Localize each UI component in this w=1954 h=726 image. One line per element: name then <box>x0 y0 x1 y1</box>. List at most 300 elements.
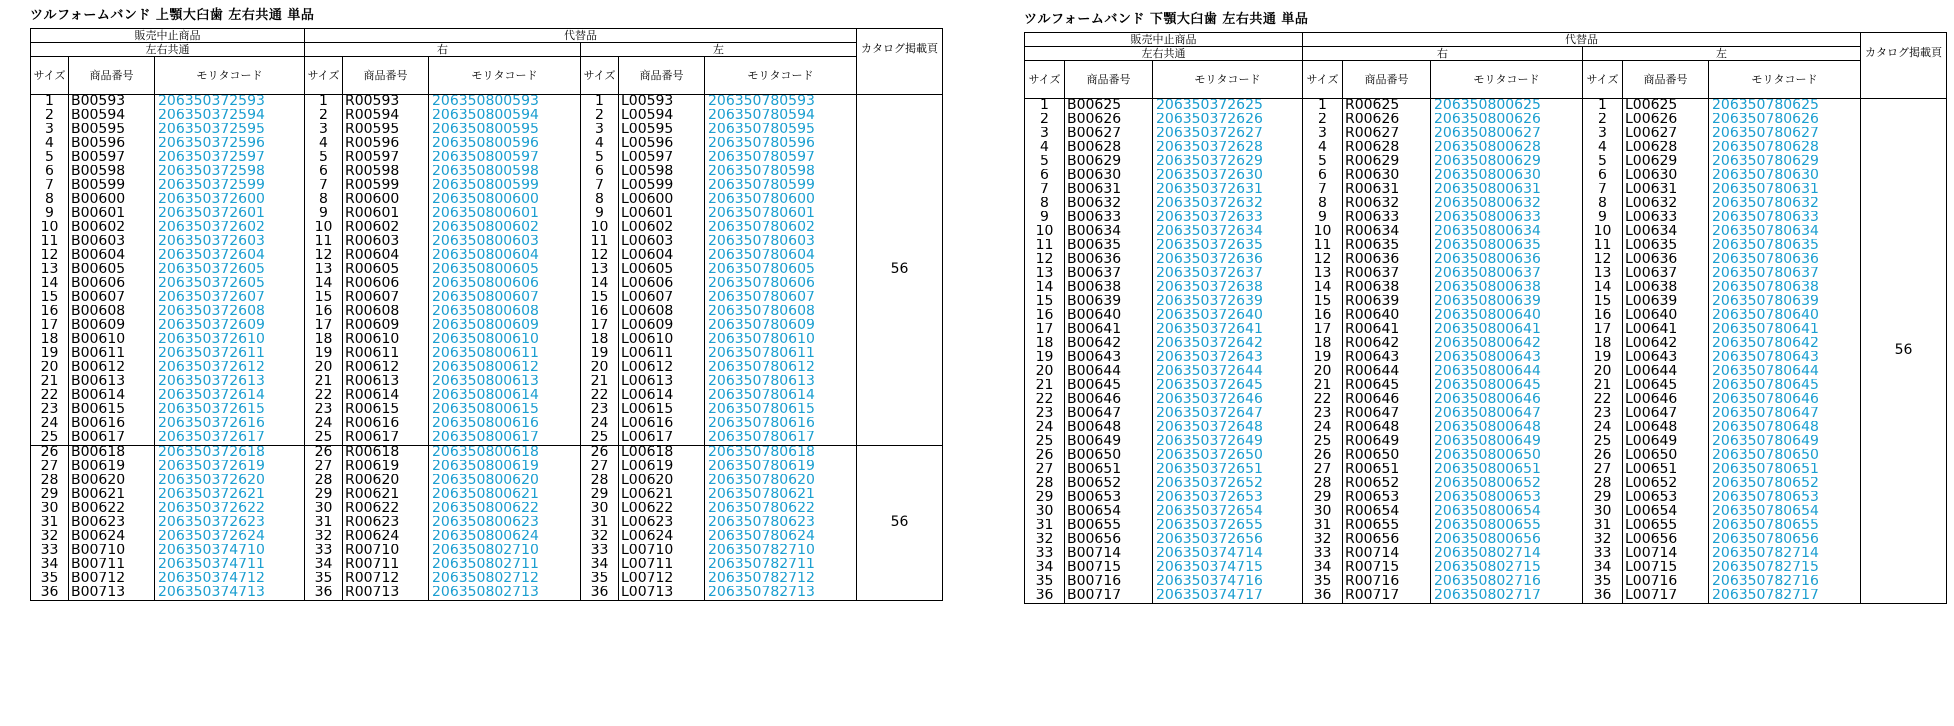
product-no-cell: L00597 <box>619 151 705 165</box>
table-row <box>1025 211 1947 225</box>
morita-code-cell: 206350802711 <box>429 558 581 572</box>
size-cell: 9 <box>1583 211 1623 225</box>
morita-code-cell: 206350800650 <box>1431 449 1583 463</box>
product-no-cell: L00630 <box>1623 169 1709 183</box>
size-cell: 35 <box>1583 575 1623 589</box>
table-row <box>31 445 943 459</box>
product-no-cell: R00627 <box>1343 127 1431 141</box>
morita-code-column-header: モリタコード <box>705 57 857 95</box>
product-no-cell: B00632 <box>1065 197 1153 211</box>
table-row <box>31 431 943 445</box>
product-no-cell: B00593 <box>69 95 155 109</box>
size-cell: 25 <box>581 431 619 445</box>
product-no-cell: L00655 <box>1623 519 1709 533</box>
product-no-cell: L00625 <box>1623 99 1709 113</box>
product-no-cell: B00616 <box>69 417 155 431</box>
morita-code-cell: 206350800602 <box>429 221 581 235</box>
product-no-cell: R00643 <box>1343 351 1431 365</box>
product-no-cell: L00610 <box>619 333 705 347</box>
product-no-cell: L00639 <box>1623 295 1709 309</box>
table-row <box>31 474 943 488</box>
morita-code-cell: 206350800618 <box>429 445 581 459</box>
table-row <box>31 221 943 235</box>
size-cell: 1 <box>581 95 619 109</box>
size-cell: 36 <box>1583 589 1623 603</box>
morita-code-cell: 206350780611 <box>705 347 857 361</box>
table-row <box>1025 561 1947 575</box>
size-cell: 6 <box>1303 169 1343 183</box>
common-header: 左右共通 <box>1025 47 1303 61</box>
size-cell: 3 <box>305 123 343 137</box>
product-no-cell: R00595 <box>343 123 429 137</box>
table-row <box>1025 379 1947 393</box>
size-cell: 18 <box>1025 337 1065 351</box>
product-no-cell: L00617 <box>619 431 705 445</box>
product-no-cell: R00600 <box>343 193 429 207</box>
product-no-cell: L00713 <box>619 586 705 600</box>
product-no-cell: R00713 <box>343 586 429 600</box>
product-no-column-header: 商品番号 <box>343 57 429 95</box>
size-cell: 34 <box>305 558 343 572</box>
size-cell: 31 <box>581 516 619 530</box>
morita-code-cell: 206350800619 <box>429 460 581 474</box>
right-header: 右 <box>305 43 581 57</box>
table-row <box>1025 393 1947 407</box>
product-no-cell: B00604 <box>69 249 155 263</box>
product-no-cell: B00602 <box>69 221 155 235</box>
table-row <box>1025 99 1947 113</box>
morita-code-cell: 206350372626 <box>1153 113 1303 127</box>
size-cell: 36 <box>305 586 343 600</box>
product-no-cell: B00608 <box>69 305 155 319</box>
morita-code-cell: 206350780655 <box>1709 519 1861 533</box>
product-no-cell: R00598 <box>343 165 429 179</box>
size-cell: 25 <box>1583 435 1623 449</box>
table-row <box>31 375 943 389</box>
product-no-cell: L00620 <box>619 474 705 488</box>
size-cell: 25 <box>1025 435 1065 449</box>
size-cell: 8 <box>1583 197 1623 211</box>
product-no-cell: L00595 <box>619 123 705 137</box>
table-row <box>1025 141 1947 155</box>
table-row <box>1025 323 1947 337</box>
size-cell: 1 <box>1025 99 1065 113</box>
morita-code-cell: 206350780597 <box>705 151 857 165</box>
morita-code-cell: 206350372601 <box>155 207 305 221</box>
size-cell: 29 <box>1583 491 1623 505</box>
morita-code-cell: 206350802714 <box>1431 547 1583 561</box>
product-no-cell: B00624 <box>69 530 155 544</box>
size-cell: 20 <box>1583 365 1623 379</box>
size-cell: 18 <box>305 333 343 347</box>
morita-code-cell: 206350800594 <box>429 109 581 123</box>
catalog-page-cell: 56 <box>1861 99 1947 604</box>
size-cell: 3 <box>31 123 69 137</box>
size-cell: 21 <box>1025 379 1065 393</box>
table-row <box>1025 519 1947 533</box>
product-no-cell: L00606 <box>619 277 705 291</box>
morita-code-cell: 206350372622 <box>155 502 305 516</box>
size-column-header: サイズ <box>581 57 619 95</box>
product-no-cell: B00601 <box>69 207 155 221</box>
size-cell: 17 <box>1025 323 1065 337</box>
product-no-cell: L00646 <box>1623 393 1709 407</box>
product-no-cell: R00625 <box>1343 99 1431 113</box>
morita-code-cell: 206350372631 <box>1153 183 1303 197</box>
morita-code-cell: 206350372595 <box>155 123 305 137</box>
morita-code-cell: 206350800644 <box>1431 365 1583 379</box>
morita-code-cell: 206350800599 <box>429 179 581 193</box>
morita-code-cell: 206350372652 <box>1153 477 1303 491</box>
morita-code-cell: 206350780650 <box>1709 449 1861 463</box>
product-no-cell: R00609 <box>343 319 429 333</box>
morita-code-cell: 206350800612 <box>429 361 581 375</box>
catalog-page-cell: 56 <box>857 445 943 600</box>
product-no-cell: R00647 <box>1343 407 1431 421</box>
catalog-page-header: カタログ掲載頁 <box>1861 33 1947 99</box>
product-no-column-header: 商品番号 <box>1065 61 1153 99</box>
product-no-cell: R00636 <box>1343 253 1431 267</box>
product-no-cell: L00717 <box>1623 589 1709 603</box>
morita-code-cell: 206350800641 <box>1431 323 1583 337</box>
morita-code-cell: 206350800628 <box>1431 141 1583 155</box>
product-no-cell: R00630 <box>1343 169 1431 183</box>
morita-code-cell: 206350780604 <box>705 249 857 263</box>
table-body <box>31 95 943 601</box>
size-cell: 14 <box>31 277 69 291</box>
product-no-cell: R00652 <box>1343 477 1431 491</box>
table-row <box>1025 365 1947 379</box>
product-no-cell: L00712 <box>619 572 705 586</box>
product-no-cell: B00628 <box>1065 141 1153 155</box>
size-cell: 20 <box>1025 365 1065 379</box>
morita-code-cell: 206350800630 <box>1431 169 1583 183</box>
size-cell: 23 <box>31 403 69 417</box>
morita-code-cell: 206350372598 <box>155 165 305 179</box>
size-cell: 34 <box>1303 561 1343 575</box>
table-row <box>31 179 943 193</box>
size-cell: 1 <box>1303 99 1343 113</box>
product-no-cell: B00622 <box>69 502 155 516</box>
table-row <box>1025 351 1947 365</box>
morita-code-cell: 206350800610 <box>429 333 581 347</box>
size-cell: 29 <box>305 488 343 502</box>
size-cell: 15 <box>31 291 69 305</box>
product-no-cell: L00648 <box>1623 421 1709 435</box>
product-no-cell: R00629 <box>1343 155 1431 169</box>
product-no-cell: B00607 <box>69 291 155 305</box>
size-cell: 4 <box>305 137 343 151</box>
size-cell: 3 <box>1583 127 1623 141</box>
product-no-cell: R00619 <box>343 460 429 474</box>
product-no-cell: B00634 <box>1065 225 1153 239</box>
product-no-cell: B00716 <box>1065 575 1153 589</box>
product-no-cell: R00606 <box>343 277 429 291</box>
product-no-cell: R00648 <box>1343 421 1431 435</box>
morita-code-cell: 206350802715 <box>1431 561 1583 575</box>
table-row <box>1025 197 1947 211</box>
product-no-cell: L00593 <box>619 95 705 109</box>
size-cell: 24 <box>31 417 69 431</box>
morita-code-cell: 206350800611 <box>429 347 581 361</box>
morita-code-cell: 206350780612 <box>705 361 857 375</box>
size-cell: 32 <box>581 530 619 544</box>
morita-code-cell: 206350372649 <box>1153 435 1303 449</box>
morita-code-column-header: モリタコード <box>155 57 305 95</box>
morita-code-cell: 206350780636 <box>1709 253 1861 267</box>
morita-code-cell: 206350372599 <box>155 179 305 193</box>
morita-code-cell: 206350780624 <box>705 530 857 544</box>
size-cell: 20 <box>1303 365 1343 379</box>
product-no-cell: R00615 <box>343 403 429 417</box>
product-no-cell: B00637 <box>1065 267 1153 281</box>
morita-code-cell: 206350372655 <box>1153 519 1303 533</box>
table-row <box>31 488 943 502</box>
size-cell: 35 <box>1303 575 1343 589</box>
size-cell: 19 <box>581 347 619 361</box>
size-cell: 4 <box>1303 141 1343 155</box>
product-no-cell: B00639 <box>1065 295 1153 309</box>
table-row <box>1025 533 1947 547</box>
morita-code-cell: 206350800651 <box>1431 463 1583 477</box>
product-no-cell: R00604 <box>343 249 429 263</box>
product-no-cell: L00631 <box>1623 183 1709 197</box>
size-cell: 34 <box>31 558 69 572</box>
morita-code-cell: 206350800648 <box>1431 421 1583 435</box>
morita-code-cell: 206350780615 <box>705 403 857 417</box>
product-no-cell: B00644 <box>1065 365 1153 379</box>
size-cell: 27 <box>1583 463 1623 477</box>
product-no-cell: B00610 <box>69 333 155 347</box>
size-cell: 35 <box>1025 575 1065 589</box>
morita-code-cell: 206350372635 <box>1153 239 1303 253</box>
morita-code-cell: 206350780610 <box>705 333 857 347</box>
table-row <box>31 586 943 600</box>
morita-code-cell: 206350780625 <box>1709 99 1861 113</box>
table-row <box>31 305 943 319</box>
morita-code-cell: 206350780601 <box>705 207 857 221</box>
product-no-cell: B00645 <box>1065 379 1153 393</box>
size-cell: 2 <box>1303 113 1343 127</box>
size-cell: 22 <box>305 389 343 403</box>
size-cell: 4 <box>1025 141 1065 155</box>
morita-code-cell: 206350800633 <box>1431 211 1583 225</box>
size-cell: 11 <box>581 235 619 249</box>
product-no-cell: R00607 <box>343 291 429 305</box>
morita-code-cell: 206350800606 <box>429 277 581 291</box>
morita-code-cell: 206350782710 <box>705 544 857 558</box>
product-no-cell: B00647 <box>1065 407 1153 421</box>
morita-code-cell: 206350374714 <box>1153 547 1303 561</box>
product-no-cell: B00652 <box>1065 477 1153 491</box>
product-no-cell: R00613 <box>343 375 429 389</box>
size-cell: 28 <box>305 474 343 488</box>
size-cell: 24 <box>1583 421 1623 435</box>
morita-code-cell: 206350800639 <box>1431 295 1583 309</box>
morita-code-cell: 206350782713 <box>705 586 857 600</box>
size-cell: 28 <box>31 474 69 488</box>
size-cell: 35 <box>581 572 619 586</box>
morita-code-cell: 206350780626 <box>1709 113 1861 127</box>
morita-code-cell: 206350800605 <box>429 263 581 277</box>
morita-code-cell: 206350800609 <box>429 319 581 333</box>
size-cell: 24 <box>305 417 343 431</box>
product-no-cell: R00649 <box>1343 435 1431 449</box>
product-no-cell: B00710 <box>69 544 155 558</box>
morita-code-cell: 206350780638 <box>1709 281 1861 295</box>
product-no-cell: B00625 <box>1065 99 1153 113</box>
table-row <box>1025 477 1947 491</box>
size-cell: 15 <box>1583 295 1623 309</box>
size-cell: 2 <box>305 109 343 123</box>
morita-code-cell: 206350780632 <box>1709 197 1861 211</box>
size-cell: 9 <box>1025 211 1065 225</box>
product-no-cell: R00618 <box>343 445 429 459</box>
product-no-cell: R00605 <box>343 263 429 277</box>
product-no-cell: B00643 <box>1065 351 1153 365</box>
morita-code-cell: 206350372637 <box>1153 267 1303 281</box>
product-no-cell: L00626 <box>1623 113 1709 127</box>
morita-code-cell: 206350780654 <box>1709 505 1861 519</box>
size-cell: 2 <box>581 109 619 123</box>
morita-code-cell: 206350800601 <box>429 207 581 221</box>
product-no-cell: R00621 <box>343 488 429 502</box>
size-cell: 11 <box>31 235 69 249</box>
product-no-cell: R00640 <box>1343 309 1431 323</box>
size-cell: 30 <box>1303 505 1343 519</box>
product-no-cell: B00648 <box>1065 421 1153 435</box>
table-row <box>31 460 943 474</box>
morita-code-cell: 206350800645 <box>1431 379 1583 393</box>
table-row <box>1025 127 1947 141</box>
product-no-cell: R00614 <box>343 389 429 403</box>
product-no-cell: R00593 <box>343 95 429 109</box>
size-cell: 11 <box>1303 239 1343 253</box>
product-no-cell: L00632 <box>1623 197 1709 211</box>
morita-code-cell: 206350800634 <box>1431 225 1583 239</box>
size-cell: 31 <box>1025 519 1065 533</box>
morita-code-cell: 206350372604 <box>155 249 305 263</box>
size-cell: 33 <box>581 544 619 558</box>
product-no-cell: B00650 <box>1065 449 1153 463</box>
size-cell: 34 <box>581 558 619 572</box>
size-cell: 15 <box>581 291 619 305</box>
product-no-cell: B00640 <box>1065 309 1153 323</box>
size-column-header: サイズ <box>1303 61 1343 99</box>
table-row <box>31 403 943 417</box>
morita-code-cell: 206350800635 <box>1431 239 1583 253</box>
morita-code-cell: 206350780593 <box>705 95 857 109</box>
size-cell: 16 <box>1583 309 1623 323</box>
size-cell: 29 <box>31 488 69 502</box>
table-row <box>1025 309 1947 323</box>
size-cell: 3 <box>581 123 619 137</box>
product-no-cell: L00642 <box>1623 337 1709 351</box>
product-no-cell: B00613 <box>69 375 155 389</box>
morita-code-cell: 206350800600 <box>429 193 581 207</box>
morita-code-cell: 206350372597 <box>155 151 305 165</box>
morita-code-cell: 206350780639 <box>1709 295 1861 309</box>
table-row <box>1025 295 1947 309</box>
morita-code-cell: 206350800608 <box>429 305 581 319</box>
table-row <box>1025 421 1947 435</box>
size-cell: 5 <box>305 151 343 165</box>
size-cell: 36 <box>1303 589 1343 603</box>
size-cell: 9 <box>31 207 69 221</box>
catalog-page-header: カタログ掲載頁 <box>857 29 943 95</box>
morita-code-cell: 206350800620 <box>429 474 581 488</box>
size-cell: 33 <box>1303 547 1343 561</box>
morita-code-cell: 206350372616 <box>155 417 305 431</box>
morita-code-cell: 206350372619 <box>155 460 305 474</box>
morita-code-cell: 206350372613 <box>155 375 305 389</box>
morita-code-cell: 206350780651 <box>1709 463 1861 477</box>
product-no-cell: B00651 <box>1065 463 1153 477</box>
morita-code-cell: 206350800614 <box>429 389 581 403</box>
morita-code-cell: 206350800604 <box>429 249 581 263</box>
table-title: ツルフォームバンド 上顎大臼歯 左右共通 単品 <box>30 8 315 23</box>
size-cell: 14 <box>581 277 619 291</box>
morita-code-cell: 206350372605 <box>155 263 305 277</box>
product-no-cell: L00716 <box>1623 575 1709 589</box>
size-cell: 23 <box>581 403 619 417</box>
size-cell: 17 <box>1583 323 1623 337</box>
product-no-cell: B00713 <box>69 586 155 600</box>
size-cell: 5 <box>581 151 619 165</box>
morita-code-cell: 206350800596 <box>429 137 581 151</box>
table-row <box>1025 225 1947 239</box>
size-cell: 23 <box>305 403 343 417</box>
product-no-cell: L00623 <box>619 516 705 530</box>
morita-code-cell: 206350372647 <box>1153 407 1303 421</box>
size-cell: 14 <box>305 277 343 291</box>
table-row <box>1025 449 1947 463</box>
morita-code-cell: 206350780656 <box>1709 533 1861 547</box>
morita-code-cell: 206350780633 <box>1709 211 1861 225</box>
product-no-cell: R00596 <box>343 137 429 151</box>
morita-code-cell: 206350372618 <box>155 445 305 459</box>
discontinued-header: 販売中止商品 <box>31 29 305 43</box>
size-cell: 26 <box>305 445 343 459</box>
product-no-cell: B00656 <box>1065 533 1153 547</box>
table-row <box>31 558 943 572</box>
morita-code-cell: 206350800624 <box>429 530 581 544</box>
size-cell: 8 <box>1303 197 1343 211</box>
product-no-cell: R00628 <box>1343 141 1431 155</box>
product-no-cell: B00597 <box>69 151 155 165</box>
product-no-cell: L00653 <box>1623 491 1709 505</box>
size-cell: 25 <box>31 431 69 445</box>
morita-code-cell: 206350780605 <box>705 263 857 277</box>
product-no-cell: R00716 <box>1343 575 1431 589</box>
product-no-cell: L00616 <box>619 417 705 431</box>
size-cell: 29 <box>1303 491 1343 505</box>
product-no-cell: R00712 <box>343 572 429 586</box>
morita-code-cell: 206350800603 <box>429 235 581 249</box>
size-cell: 9 <box>1303 211 1343 225</box>
product-no-cell: L00634 <box>1623 225 1709 239</box>
product-no-cell: B00623 <box>69 516 155 530</box>
product-no-column-header: 商品番号 <box>1623 61 1709 99</box>
product-no-cell: B00599 <box>69 179 155 193</box>
product-no-cell: L00629 <box>1623 155 1709 169</box>
product-no-cell: L00650 <box>1623 449 1709 463</box>
morita-code-cell: 206350372634 <box>1153 225 1303 239</box>
product-no-cell: B00620 <box>69 474 155 488</box>
product-no-cell: B00594 <box>69 109 155 123</box>
size-cell: 6 <box>1025 169 1065 183</box>
product-table <box>30 28 943 601</box>
